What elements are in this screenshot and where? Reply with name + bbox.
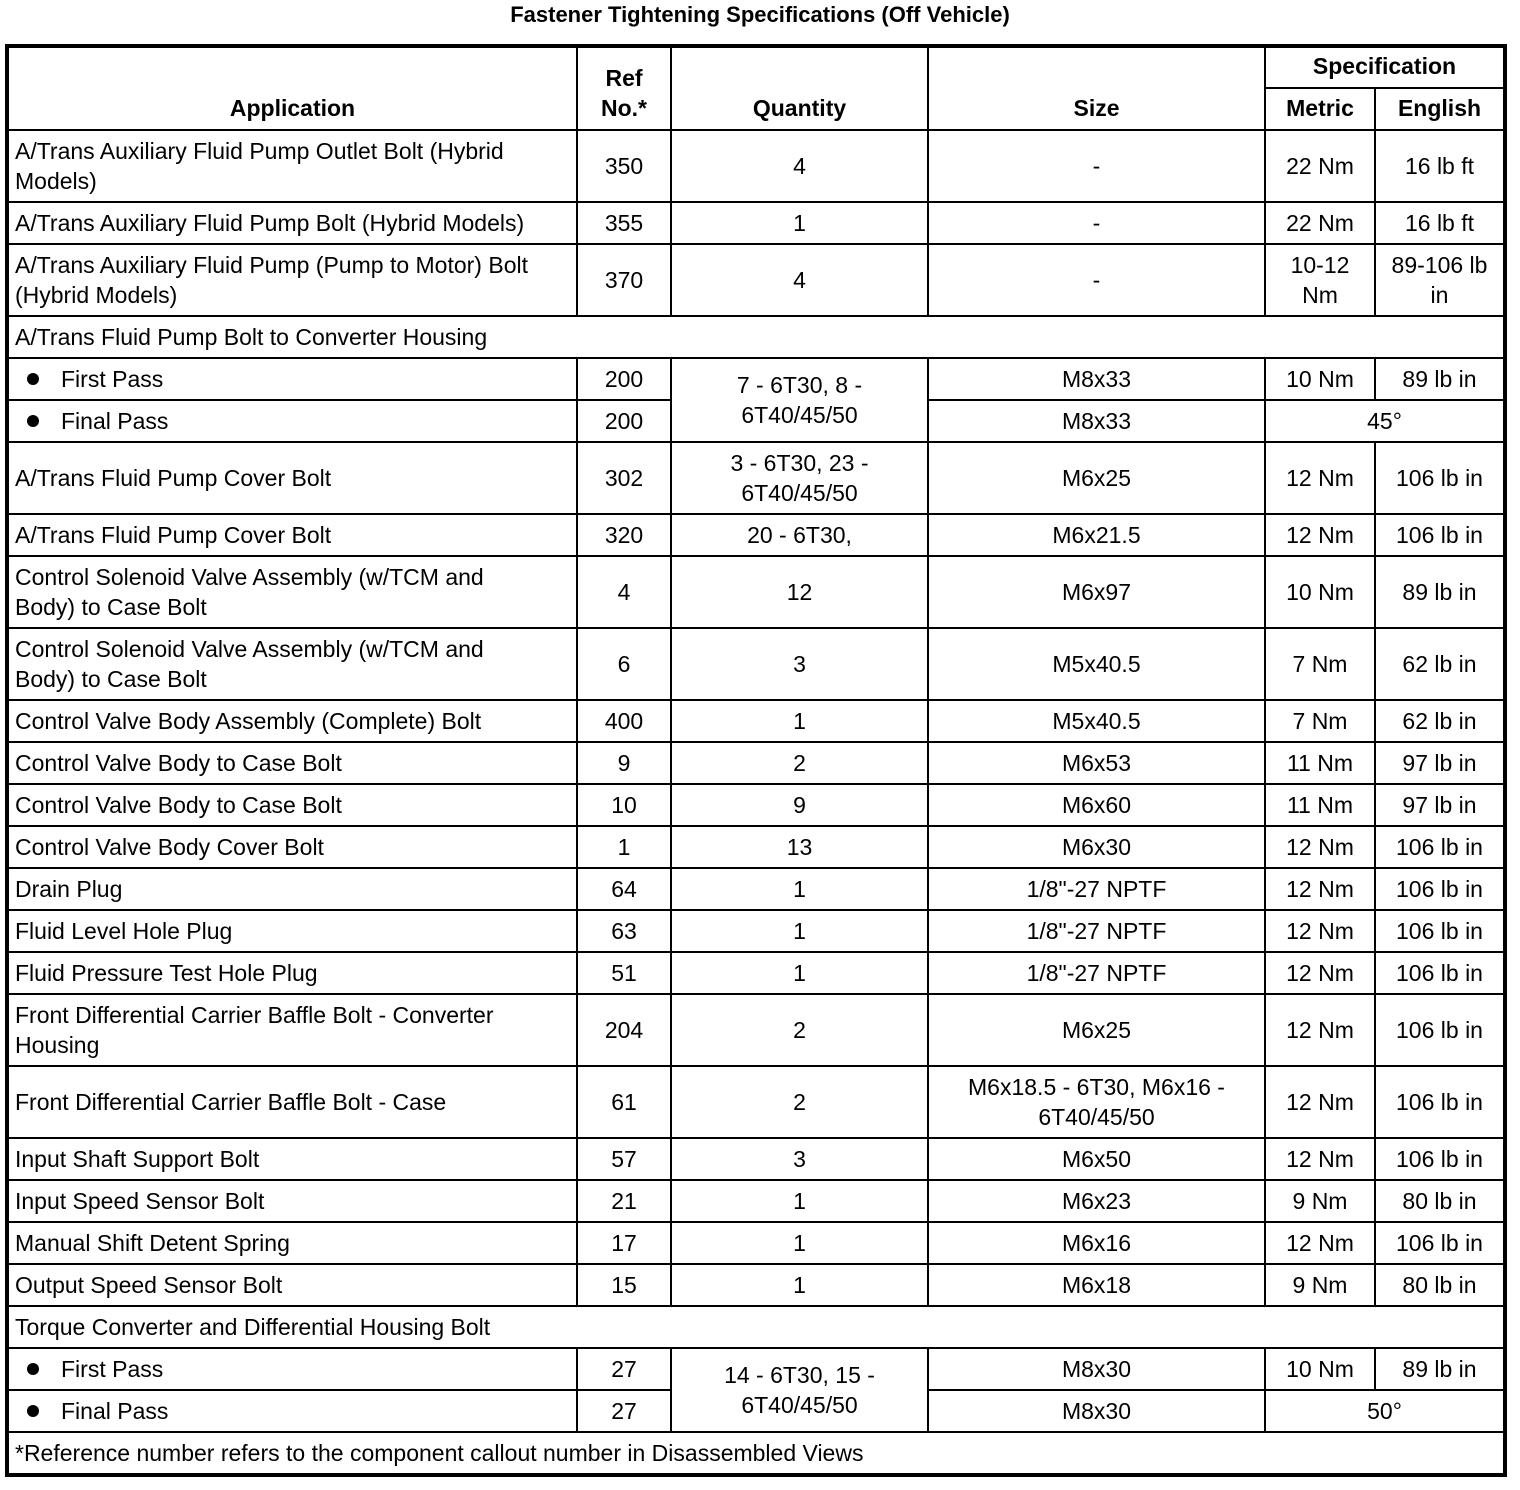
- cell-application: A/Trans Fluid Pump Cover Bolt: [7, 514, 577, 556]
- cell-application: [7, 1390, 577, 1432]
- cell-application: [7, 994, 577, 1066]
- cell-ref: 200: [577, 400, 671, 442]
- cell-ref: 27: [577, 1390, 671, 1432]
- cell-english: 106 lb in: [1375, 868, 1505, 910]
- cell-quantity: 9: [671, 784, 928, 826]
- cell-quantity: 2: [671, 742, 928, 784]
- cell-metric: 11 Nm: [1265, 742, 1375, 784]
- cell-quantity-text: 14 - 6T30, 15 - 6T40/45/50: [724, 1362, 875, 1418]
- header-english: English: [1375, 88, 1505, 130]
- cell-english: 62 lb in: [1375, 700, 1505, 742]
- cell-ref: 400: [577, 700, 671, 742]
- header-size: Size: [928, 46, 1265, 130]
- cell-size: M6x25: [928, 442, 1265, 514]
- table-row: [7, 826, 1505, 868]
- cell-metric: 12 Nm: [1265, 1222, 1375, 1264]
- cell-english: 106 lb in: [1375, 1138, 1505, 1180]
- cell-english: 89-106 lb in: [1375, 244, 1505, 316]
- cell-size: M6x23: [928, 1180, 1265, 1222]
- cell-quantity: 1: [671, 1264, 928, 1306]
- cell-size: -: [928, 130, 1265, 202]
- cell-application: [7, 628, 577, 700]
- table-row: [7, 742, 1505, 784]
- table-row: [7, 994, 1505, 1066]
- cell-size: -: [928, 202, 1265, 244]
- table-row: [7, 1066, 1505, 1138]
- cell-application: [7, 1348, 577, 1390]
- cell-application: Front Differential Carrier Baffle Bolt - Case: [7, 1066, 577, 1138]
- cell-ref: 6: [577, 628, 671, 700]
- cell-application: A/Trans Fluid Pump Cover Bolt: [7, 442, 577, 514]
- cell-quantity: 1: [671, 202, 928, 244]
- cell-ref: 27: [577, 1348, 671, 1390]
- cell-size: M6x18: [928, 1264, 1265, 1306]
- cell-english: 106 lb in: [1375, 514, 1505, 556]
- table-row: [7, 130, 1505, 202]
- cell-quantity: 1: [671, 910, 928, 952]
- cell-size: M8x33: [928, 400, 1265, 442]
- cell-quantity: 3: [671, 628, 928, 700]
- cell-size: M6x21.5: [928, 514, 1265, 556]
- bullet-icon: [27, 1405, 39, 1417]
- cell-ref: 63: [577, 910, 671, 952]
- cell-quantity: 13: [671, 826, 928, 868]
- cell-size: M6x50: [928, 1138, 1265, 1180]
- cell-application: [7, 358, 577, 400]
- cell-ref: 350: [577, 130, 671, 202]
- cell-size: -: [928, 244, 1265, 316]
- cell-application-text: First Pass: [61, 366, 164, 392]
- cell-english: 80 lb in: [1375, 1180, 1505, 1222]
- table-row: [7, 1138, 1505, 1180]
- cell-application: Drain Plug: [7, 868, 577, 910]
- header-metric: Metric: [1265, 88, 1375, 130]
- cell-size: M6x53: [928, 742, 1265, 784]
- cell-metric: 12 Nm: [1265, 514, 1375, 556]
- cell-metric: 12 Nm: [1265, 868, 1375, 910]
- cell-application: A/Trans Auxiliary Fluid Pump (Pump to Motor) Bolt (Hybrid Models): [7, 244, 577, 316]
- table-row: [7, 1180, 1505, 1222]
- cell-english: 16 lb ft: [1375, 202, 1505, 244]
- section-heading: A/Trans Fluid Pump Bolt to Converter Housing: [7, 316, 1505, 358]
- cell-english: 106 lb in: [1375, 994, 1505, 1066]
- specification-table: [5, 44, 1507, 1477]
- cell-size: M6x30: [928, 826, 1265, 868]
- cell-quantity: 1: [671, 700, 928, 742]
- cell-english: 89 lb in: [1375, 358, 1505, 400]
- cell-metric: 9 Nm: [1265, 1264, 1375, 1306]
- cell-metric: 7 Nm: [1265, 628, 1375, 700]
- cell-metric: 12 Nm: [1265, 910, 1375, 952]
- cell-size: M8x33: [928, 358, 1265, 400]
- cell-application: Manual Shift Detent Spring: [7, 1222, 577, 1264]
- cell-size: M5x40.5: [928, 700, 1265, 742]
- cell-size: M6x25: [928, 994, 1265, 1066]
- cell-metric: 12 Nm: [1265, 442, 1375, 514]
- cell-metric: 12 Nm: [1265, 826, 1375, 868]
- cell-size: M6x60: [928, 784, 1265, 826]
- cell-size: 1/8"-27 NPTF: [928, 910, 1265, 952]
- cell-quantity: 1: [671, 1180, 928, 1222]
- header-specification: Specification: [1265, 46, 1505, 88]
- bullet-icon: [27, 415, 39, 427]
- cell-english: 89 lb in: [1375, 1348, 1505, 1390]
- cell-english: 97 lb in: [1375, 784, 1505, 826]
- cell-application: Input Speed Sensor Bolt: [7, 1180, 577, 1222]
- cell-ref: 10: [577, 784, 671, 826]
- table-row: [7, 358, 1505, 400]
- cell-quantity: 20 - 6T30,: [671, 514, 928, 556]
- cell-metric: 9 Nm: [1265, 1180, 1375, 1222]
- cell-english: 16 lb ft: [1375, 130, 1505, 202]
- cell-application: Fluid Pressure Test Hole Plug: [7, 952, 577, 994]
- cell-ref: 4: [577, 556, 671, 628]
- cell-application: [7, 400, 577, 442]
- cell-application-text: Control Solenoid Valve Assembly (w/TCM and Body) to Case Bolt: [15, 564, 484, 620]
- cell-quantity: 3: [671, 1138, 928, 1180]
- cell-metric: 11 Nm: [1265, 784, 1375, 826]
- cell-application: Control Valve Body Assembly (Complete) Bolt: [7, 700, 577, 742]
- cell-application: [7, 556, 577, 628]
- cell-english: 106 lb in: [1375, 952, 1505, 994]
- cell-ref: 15: [577, 1264, 671, 1306]
- cell-metric: 7 Nm: [1265, 700, 1375, 742]
- cell-application: Input Shaft Support Bolt: [7, 1138, 577, 1180]
- cell-ref: 200: [577, 358, 671, 400]
- cell-english: 106 lb in: [1375, 826, 1505, 868]
- cell-metric: 22 Nm: [1265, 202, 1375, 244]
- table-row: [7, 910, 1505, 952]
- cell-metric: 12 Nm: [1265, 952, 1375, 994]
- cell-quantity: 2: [671, 994, 928, 1066]
- cell-metric: 12 Nm: [1265, 994, 1375, 1066]
- cell-size: M8x30: [928, 1348, 1265, 1390]
- cell-metric: 12 Nm: [1265, 1138, 1375, 1180]
- header-ref-no: [577, 46, 671, 130]
- table-row: [7, 514, 1505, 556]
- cell-ref: 64: [577, 868, 671, 910]
- cell-application-text: Front Differential Carrier Baffle Bolt - Converter Housing: [15, 1002, 494, 1058]
- table-row: [7, 628, 1505, 700]
- table-row: [7, 1348, 1505, 1390]
- cell-quantity-text: 3 - 6T30, 23 - 6T40/45/50: [730, 450, 869, 506]
- cell-application: Fluid Level Hole Plug: [7, 910, 577, 952]
- cell-english: 62 lb in: [1375, 628, 1505, 700]
- cell-ref: 204: [577, 994, 671, 1066]
- cell-ref: 61: [577, 1066, 671, 1138]
- cell-application-text: Control Solenoid Valve Assembly (w/TCM and Body) to Case Bolt: [15, 636, 484, 692]
- cell-size: M6x16: [928, 1222, 1265, 1264]
- cell-application-text: Final Pass: [61, 408, 169, 434]
- cell-quantity: 2: [671, 1066, 928, 1138]
- cell-english: 106 lb in: [1375, 1222, 1505, 1264]
- cell-quantity: [671, 358, 928, 442]
- cell-size: [928, 1066, 1265, 1138]
- cell-ref: 9: [577, 742, 671, 784]
- bullet-icon: [27, 1363, 39, 1375]
- cell-ref: 302: [577, 442, 671, 514]
- cell-english: 97 lb in: [1375, 742, 1505, 784]
- cell-ref: 370: [577, 244, 671, 316]
- table-row: [7, 1264, 1505, 1306]
- cell-quantity: 1: [671, 868, 928, 910]
- cell-ref: 51: [577, 952, 671, 994]
- cell-size: 1/8"-27 NPTF: [928, 868, 1265, 910]
- cell-application: Control Valve Body Cover Bolt: [7, 826, 577, 868]
- page-title: Fastener Tightening Specifications (Off Vehicle): [510, 2, 1010, 27]
- table-row: [7, 442, 1505, 514]
- section-row: [7, 316, 1505, 358]
- cell-english: 106 lb in: [1375, 442, 1505, 514]
- cell-application-text: Final Pass: [61, 1398, 169, 1424]
- bullet-icon: [27, 373, 39, 385]
- cell-size: M6x97: [928, 556, 1265, 628]
- cell-application: Output Speed Sensor Bolt: [7, 1264, 577, 1306]
- cell-metric: 12 Nm: [1265, 1066, 1375, 1138]
- cell-ref: 57: [577, 1138, 671, 1180]
- table-row: [7, 244, 1505, 316]
- cell-quantity: 1: [671, 952, 928, 994]
- cell-quantity: 4: [671, 244, 928, 316]
- cell-application-text: First Pass: [61, 1356, 164, 1382]
- cell-size: 1/8"-27 NPTF: [928, 952, 1265, 994]
- cell-metric: 10 Nm: [1265, 556, 1375, 628]
- cell-angle: 45°: [1265, 400, 1505, 442]
- table-row: [7, 868, 1505, 910]
- cell-ref: 21: [577, 1180, 671, 1222]
- table-row: [7, 952, 1505, 994]
- cell-english: 89 lb in: [1375, 556, 1505, 628]
- cell-ref: 320: [577, 514, 671, 556]
- cell-english: 106 lb in: [1375, 910, 1505, 952]
- cell-application: Control Valve Body to Case Bolt: [7, 784, 577, 826]
- cell-size: M8x30: [928, 1390, 1265, 1432]
- table-row: [7, 202, 1505, 244]
- cell-size: M5x40.5: [928, 628, 1265, 700]
- cell-application: A/Trans Auxiliary Fluid Pump Outlet Bolt (Hybrid Models): [7, 130, 577, 202]
- cell-english: 80 lb in: [1375, 1264, 1505, 1306]
- cell-quantity-text: 7 - 6T30, 8 - 6T40/45/50: [736, 372, 863, 428]
- cell-quantity: [671, 1348, 928, 1432]
- section-row: [7, 1306, 1505, 1348]
- section-heading: Torque Converter and Differential Housing Bolt: [7, 1306, 1505, 1348]
- cell-quantity: 4: [671, 130, 928, 202]
- cell-ref: 17: [577, 1222, 671, 1264]
- cell-ref: 1: [577, 826, 671, 868]
- table-row: [7, 700, 1505, 742]
- table-row: [7, 784, 1505, 826]
- cell-metric: 10-12 Nm: [1265, 244, 1375, 316]
- header-quantity: Quantity: [671, 46, 928, 130]
- cell-quantity: 12: [671, 556, 928, 628]
- cell-metric: 10 Nm: [1265, 1348, 1375, 1390]
- cell-ref: 355: [577, 202, 671, 244]
- cell-size-text: M6x18.5 - 6T30, M6x16 - 6T40/45/50: [968, 1074, 1225, 1130]
- footnote-row: [7, 1432, 1505, 1475]
- footnote: *Reference number refers to the component callout number in Disassembled Views: [7, 1432, 1505, 1475]
- header-application: Application: [7, 46, 577, 130]
- cell-application: Control Valve Body to Case Bolt: [7, 742, 577, 784]
- header-ref-no-text: Ref No.*: [601, 65, 647, 121]
- table-row: [7, 1222, 1505, 1264]
- cell-metric: 22 Nm: [1265, 130, 1375, 202]
- cell-metric: 10 Nm: [1265, 358, 1375, 400]
- cell-quantity: [671, 442, 928, 514]
- cell-english: 106 lb in: [1375, 1066, 1505, 1138]
- cell-quantity: 1: [671, 1222, 928, 1264]
- table-row: [7, 556, 1505, 628]
- cell-application: A/Trans Auxiliary Fluid Pump Bolt (Hybrid Models): [7, 202, 577, 244]
- cell-angle: 50°: [1265, 1390, 1505, 1432]
